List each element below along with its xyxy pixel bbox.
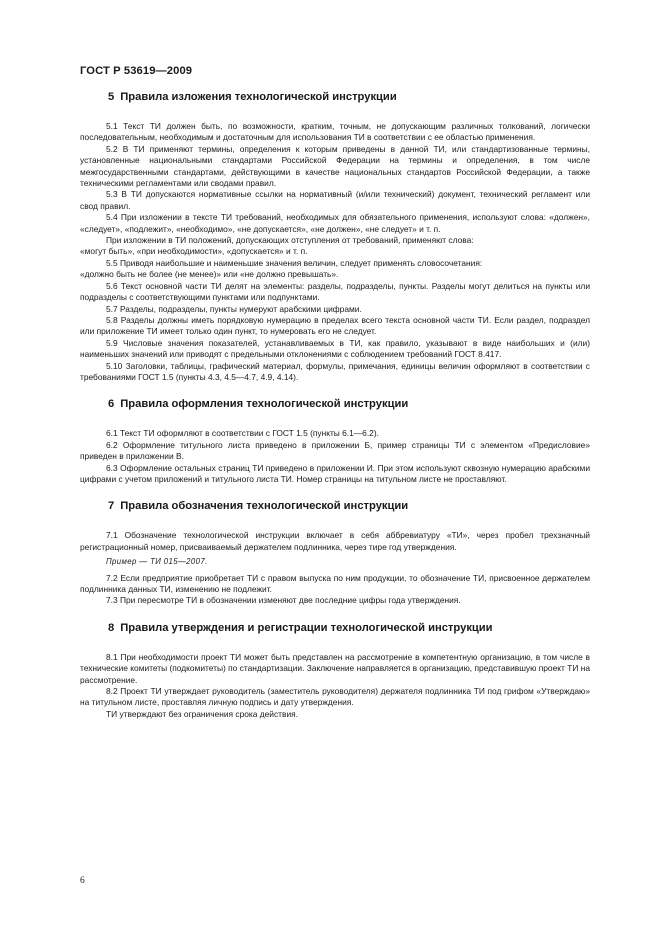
paragraph: 5.3 В ТИ допускаются нормативные ссылки на нормативный (и/или технический) документ, технический регламент или свод правил. <box>80 189 590 211</box>
section-number: 5 <box>108 91 115 103</box>
section-number: 7 <box>108 500 115 513</box>
section-title: Правила оформления технологической инструкции <box>120 398 409 411</box>
paragraph: 5.4 При изложении в тексте ТИ требований, необходимых для обязательного применения, используют слова: «должен», «следует», «подлежит», «необходимо», «не допускается», «не должен», «не следует» и т. п. <box>80 212 590 234</box>
section-title: Правила обозначения технологической инструкции <box>120 500 409 513</box>
paragraph: 5.1 Текст ТИ должен быть, по возможности, кратким, точным, не допускающим различных толкований, логически последовательным, необходимым и достаточным для использования ТИ в соответствии с ее областью применения. <box>80 121 590 143</box>
paragraph: «должно быть не более (не менее)» или «не должно превышать». <box>80 269 339 280</box>
paragraph: ТИ утверждают без ограничения срока действия. <box>106 708 298 719</box>
section-heading <box>80 499 590 513</box>
section-number: 8 <box>108 621 115 634</box>
document-header: ГОСТ Р 53619—2009 <box>80 65 193 77</box>
page-number: 6 <box>80 876 85 886</box>
paragraph: 8.1 При необходимости проект ТИ может быть представлен на рассмотрение в компетентную организацию, в том числе в технические комитеты (подкомитеты) по стандартизации. Заключение направляется в организацию, представившую проект ТИ на рассмотрение. <box>80 651 590 685</box>
section-heading <box>80 90 590 104</box>
section-heading <box>80 621 590 635</box>
paragraph: 6.1 Текст ТИ оформляют в соответствии с ГОСТ 1.5 (пункты 6.1—6.2). <box>106 428 379 439</box>
section-6 <box>80 397 590 485</box>
paragraph: 6.2 Оформление титульного листа приведено в приложении Б, пример страницы ТИ с элементом «Предисловие» приведен в приложении В. <box>80 439 590 462</box>
section-title: Правила утверждения и регистрации технологической инструкции <box>120 621 493 634</box>
paragraph: 5.7 Разделы, подразделы, пункты нумеруют арабскими цифрами. <box>106 303 362 314</box>
paragraph: 5.6 Текст основной части ТИ делят на элементы: разделы, подразделы, пункты. Разделы могут делиться на пункты или подразделы с соответствующими пунктами или подпунктами. <box>80 280 590 303</box>
section-8 <box>80 621 590 720</box>
document-body <box>80 90 590 734</box>
paragraph: 6.3 Оформление остальных страниц ТИ приведено в приложении И. При этом используют сквозную нумерацию арабскими цифрами с учетом приложений и титульного листа ТИ. Номер страницы на титульном листе не проставляют. <box>80 462 590 484</box>
paragraph: 7.1 Обозначение технологической инструкции включает в себя аббревиатуру «ТИ», через пробел трехзначный регистрационный номер, присваиваемый держателем подлинника, через тире год утверждения. <box>80 530 590 552</box>
paragraph: 8.2 Проект ТИ утверждает руководитель (заместитель руководителя) держателя подлинника ТИ под грифом «Утверждаю» на титульном листе, проставляя личную подпись и дату утверждения. <box>80 686 590 708</box>
section-7 <box>80 499 590 606</box>
paragraph: 7.3 При пересмотре ТИ в обозначении изменяют две последние цифры года утверждения. <box>106 595 461 606</box>
section-title: Правила изложения технологической инструкции <box>120 91 397 103</box>
section-heading <box>80 397 590 411</box>
paragraph: 5.9 Числовые значения показателей, устанавливаемых в ТИ, как правило, указывают в виде наибольших и (или) наименьших значений или приводят с предельными отклонениями с соблюдением требований ГОСТ 8.417. <box>80 337 590 360</box>
paragraph: При изложении в ТИ положений, допускающих отступления от требований, применяют слова: <box>106 235 474 246</box>
paragraph: 5.8 Разделы должны иметь порядковую нумерацию в пределах всего текста основной части ТИ. Если раздел, подраздел или приложение ТИ имеет только один пункт, то нумеровать его не следует. <box>80 314 590 337</box>
section-number: 6 <box>108 398 115 411</box>
example-line: Пример — ТИ 015—2007. <box>106 557 208 567</box>
section-5 <box>80 90 590 383</box>
paragraph: 5.5 Приводя наибольшие и наименьшие значения величин, следует применять словосочетания: <box>106 257 483 268</box>
paragraph: 5.2 В ТИ применяют термины, определения к которым приведены в данной ТИ, или стандартизованные термины, установленные национальными стандартами Российской Федерации на термины и определения, в том числе межгосударственными стандартами, действующими в качестве национальных стандартов Российской Федерации, а также техническими регламентами или сводами правил. <box>80 143 590 189</box>
paragraph: 7.2 Если предприятие приобретает ТИ с правом выпуска по ним продукции, то обозначение ТИ, присвоенное держателем подлинника данных ТИ, изменению не подлежит. <box>80 572 590 594</box>
paragraph: «могут быть», «при необходимости», «допускается» и т. п. <box>80 246 308 257</box>
paragraph: 5.10 Заголовки, таблицы, графический материал, формулы, примечания, единицы величин оформляют в соответствии с требованиями ГОСТ 1.5 (пункты 4.3, 4.5—4.7, 4.9, 4.14). <box>80 360 590 382</box>
